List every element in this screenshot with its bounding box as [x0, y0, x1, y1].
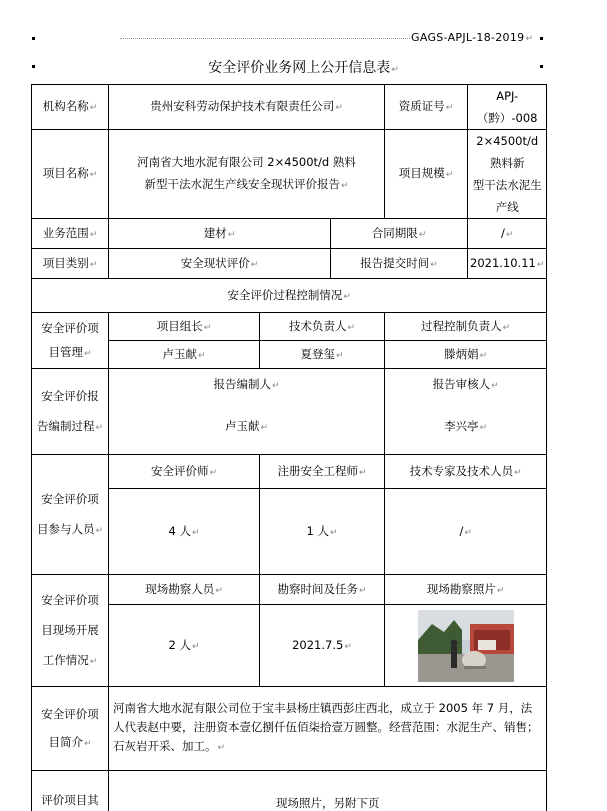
- category-label: 项目类别↵: [32, 249, 109, 279]
- table-row: [32, 575, 547, 605]
- table-row: [32, 279, 547, 313]
- expert-label: 技术专家及技术人员↵: [385, 455, 547, 489]
- submit-label: 报告提交时间↵: [331, 249, 468, 279]
- leader-label: 项目组长↵: [109, 313, 260, 341]
- section-title: 安全评价过程控制情况↵: [32, 279, 547, 313]
- document-code: GAGS-APJL-18-2019↵: [411, 31, 534, 44]
- table-row: [32, 455, 547, 489]
- submit-value: 2021.10.11↵: [468, 249, 547, 279]
- table-row: [32, 219, 547, 249]
- photo-label: 现场勘察照片↵: [385, 575, 547, 605]
- table-row: [32, 85, 547, 130]
- staff-label: 安全评价项 目参与人员↵: [32, 455, 109, 575]
- info-table: [31, 84, 547, 811]
- org-value: 贵州安科劳动保护技术有限责任公司↵: [109, 85, 385, 130]
- site-photo: [418, 610, 514, 682]
- intro-label: 安全评价项 目简介↵: [32, 687, 109, 771]
- engineer-label: 注册安全工程师↵: [260, 455, 385, 489]
- ctrl-label: 过程控制负责人↵: [385, 313, 547, 341]
- project-value: 河南省大地水泥有限公司 2×4500t/d 熟料 新型干法水泥生产线安全现状评价报告↵: [109, 130, 385, 219]
- table-row: [32, 341, 547, 369]
- author-label: 报告编制人↵: [109, 369, 385, 401]
- table-row: [32, 489, 547, 575]
- table-row: [32, 130, 547, 219]
- report-label: 安全评价报 告编制过程↵: [32, 369, 109, 455]
- last-value: 现场照片，另附下页: [109, 771, 547, 811]
- project-label: 项目名称↵: [32, 130, 109, 219]
- table-row: [32, 369, 547, 401]
- mgmt-label: 安全评价项 目管理↵: [32, 313, 109, 369]
- category-value: 安全现状评价↵: [109, 249, 331, 279]
- tech-label: 技术负责人↵: [260, 313, 385, 341]
- scale-value: 2×4500t/d 熟料新 型干法水泥生产线: [468, 130, 547, 219]
- reviewer-value: 李兴亭↵: [385, 401, 547, 455]
- scope-label: 业务范围↵: [32, 219, 109, 249]
- evaluator-label: 安全评价师↵: [109, 455, 260, 489]
- ctrl-value: 滕炳娟↵: [385, 341, 547, 369]
- survey-time-label: 勘察时间及任务↵: [260, 575, 385, 605]
- reviewer-label: 报告审核人↵: [385, 369, 547, 401]
- contract-label: 合同期限↵: [331, 219, 468, 249]
- leader-value: 卢玉献↵: [109, 341, 260, 369]
- table-row: [32, 605, 547, 687]
- scope-value: 建材↵: [109, 219, 331, 249]
- corner-mark: [540, 37, 543, 40]
- evaluator-value: 4 人↵: [109, 489, 260, 575]
- scale-label: 项目规模↵: [385, 130, 468, 219]
- contract-value: /↵: [468, 219, 547, 249]
- tech-value: 夏登玺↵: [260, 341, 385, 369]
- table-row: [32, 401, 547, 455]
- table-row: [32, 313, 547, 341]
- table-row: [32, 249, 547, 279]
- table-row: [32, 687, 547, 771]
- org-label: 机构名称↵: [32, 85, 109, 130]
- site-photo-cell: [385, 605, 547, 687]
- header-rule: [120, 38, 410, 39]
- survey-time-value: 2021.7.5↵: [260, 605, 385, 687]
- surveyor-value: 2 人↵: [109, 605, 260, 687]
- expert-value: /↵: [385, 489, 547, 575]
- cert-value: APJ-（黔）-008: [468, 85, 547, 130]
- engineer-value: 1 人↵: [260, 489, 385, 575]
- surveyor-label: 现场勘察人员↵: [109, 575, 260, 605]
- table-row: [32, 771, 547, 811]
- intro-text: 河南省大地水泥有限公司位于宝丰县杨庄镇西彭庄西北，成立于 2005 年 7 月，法人代表赵中要，注册资本壹亿捌仟伍佰柒拾壹万圆整。经营范围：水泥生产、销售；石灰岩开采、加工。↵: [109, 687, 547, 771]
- site-label: 安全评价项 目现场开展 工作情况↵: [32, 575, 109, 687]
- cert-label: 资质证号↵: [385, 85, 468, 130]
- corner-mark: [32, 37, 35, 40]
- author-value: 卢玉献↵: [109, 401, 385, 455]
- document-title: 安全评价业务网上公开信息表↵: [208, 60, 399, 76]
- last-label: 评价项目其: [32, 771, 109, 811]
